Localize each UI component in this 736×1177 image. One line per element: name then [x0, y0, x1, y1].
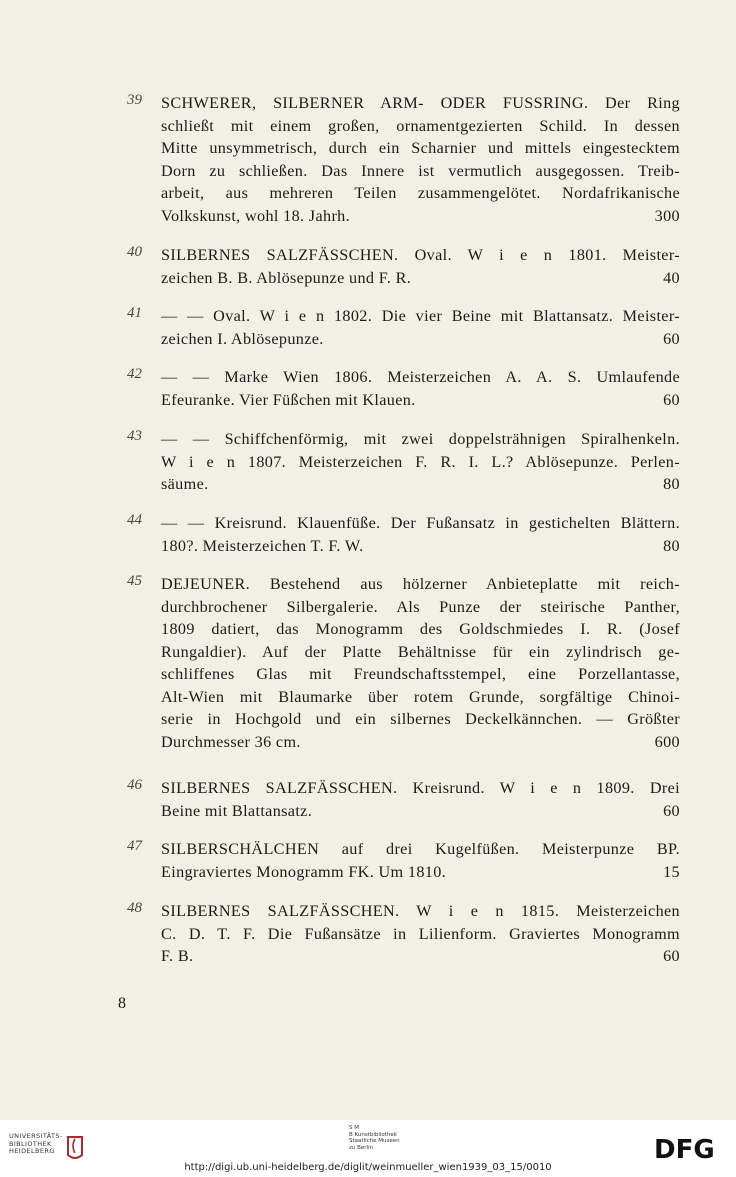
entry-text	[161, 777, 680, 822]
entry-number: 47	[127, 838, 142, 854]
entry-line-text: 1809 datiert, das Monogramm des Goldschmiedes I. R. (Josef	[161, 620, 680, 638]
entry-number: 39	[127, 92, 142, 108]
entry-line	[161, 945, 680, 968]
entry-text	[161, 573, 680, 753]
entry-line	[161, 182, 680, 205]
entry-price: 60	[663, 801, 680, 820]
entry-number: 43	[127, 428, 142, 444]
entry-line	[161, 305, 680, 328]
entry-line-text: serie in Hochgold und ein silbernes Deckelkännchen. — Größter	[161, 710, 680, 728]
entry-line-text: arbeit, aus mehreren Teilen zusammengelötet. Nordafrikanische	[161, 184, 680, 202]
entry-line-text: SILBERNES SALZFÄSSCHEN. W i e n 1815. Meisterzeichen	[161, 902, 680, 920]
page-number: 8	[118, 995, 126, 1012]
university-library-logo: UNIVERSITÄTS- BIBLIOTHEK HEIDELBERG	[9, 1132, 63, 1155]
entry-line	[161, 923, 680, 946]
entry-line	[161, 366, 680, 389]
entry-price: 60	[663, 329, 680, 348]
entry-line-text: Efeuranke. Vier Füßchen mit Klauen.	[161, 390, 416, 409]
entry-line	[161, 596, 680, 619]
smb-kunstbibliothek-logo: S M B Kunstbibliothek Staatliche Museen zu Berlin	[349, 1125, 400, 1151]
entry-line	[161, 618, 680, 641]
entry-text	[161, 428, 680, 496]
entry-line-text: SILBERSCHÄLCHEN auf drei Kugelfüßen. Meisterpunze BP.	[161, 840, 680, 858]
entry-line-text: Alt-Wien mit Blaumarke über rotem Grunde, sorgfältige Chinoi-	[161, 687, 680, 706]
entry-line	[161, 137, 680, 160]
dfg-logo	[654, 1134, 724, 1162]
entry-line-text: Volkskunst, wohl 18. Jahrh.	[161, 206, 351, 225]
entry-line-text: Mitte unsymmetrisch, durch ein Scharnier und mittels eingestecktem	[161, 139, 680, 157]
entry-line-text: W i e n 1807. Meisterzeichen F. R. I. L.? Ablösepunze. Perlen-	[161, 452, 680, 471]
entry-line	[161, 663, 680, 686]
entry-line	[161, 573, 680, 596]
entry-line-text: zeichen B. B. Ablösepunze und F. R.	[161, 268, 412, 287]
entry-line-text: Eingraviertes Monogramm FK. Um 1810.	[161, 862, 447, 881]
entry-line	[161, 777, 680, 800]
entry-line-text: zeichen I. Ablösepunze.	[161, 329, 324, 348]
library-crest-icon	[64, 1131, 86, 1161]
entry-line-text: — — Oval. W i e n 1802. Die vier Beine mit Blattansatz. Meister-	[161, 307, 680, 325]
entry-line-text: — — Kreisrund. Klauenfüße. Der Fußansatz in gestichelten Blättern.	[161, 514, 680, 532]
entry-price: 60	[663, 947, 680, 965]
entry-line-text: — — Schiffchenförmig, mit zwei doppelsträhnigen Spiralhenkeln.	[161, 430, 680, 448]
entry-text	[161, 512, 680, 557]
entry-line	[161, 686, 680, 709]
entry-price: 80	[663, 475, 680, 493]
entry-line-text: C. D. T. F. Die Fußansätze in Lilienform. Graviertes Monogramm	[161, 924, 680, 943]
entry-price: 60	[663, 390, 680, 409]
entry-line-text: F. B.	[161, 947, 194, 965]
entry-text	[161, 366, 680, 411]
entry-line	[161, 267, 680, 290]
entry-line	[161, 244, 680, 267]
entry-line	[161, 328, 680, 351]
entry-line-text: — — Marke Wien 1806. Meisterzeichen A. A. S. Umlaufende	[161, 368, 680, 386]
entry-number: 48	[127, 900, 142, 916]
entry-price: 80	[663, 536, 680, 555]
entry-price: 600	[654, 732, 680, 751]
entry-line	[161, 160, 680, 183]
entry-line-text: SCHWERER, SILBERNER ARM- ODER FUSSRING. Der Ring	[161, 94, 680, 112]
entry-number: 46	[127, 777, 142, 793]
entry-line	[161, 389, 680, 412]
entry-line-text: SILBERNES SALZFÄSSCHEN. Oval. W i e n 1801. Meister-	[161, 246, 680, 264]
entry-line-text: Dorn zu schließen. Das Innere ist vermutlich ausgegossen. Treib-	[161, 161, 680, 180]
entry-line-text: SILBERNES SALZFÄSSCHEN. Kreisrund. W i e n 1809. Drei	[161, 779, 680, 797]
entry-text	[161, 244, 680, 289]
entry-line-text: schliffenes Glas mit Freundschaftsstempel, eine Porzellantasse,	[161, 665, 680, 683]
entry-price: 40	[663, 268, 680, 287]
entry-line-text: 180?. Meisterzeichen T. F. W.	[161, 536, 364, 555]
entry-line-text: Beine mit Blattansatz.	[161, 801, 313, 820]
entry-text	[161, 838, 680, 883]
entry-number: 41	[127, 305, 142, 321]
entry-number: 40	[127, 244, 142, 260]
entry-line	[161, 641, 680, 664]
entry-line	[161, 535, 680, 558]
entry-line	[161, 451, 680, 474]
entry-line-text: DEJEUNER. Bestehend aus hölzerner Anbieteplatte mit reich-	[161, 575, 680, 593]
entry-line	[161, 512, 680, 535]
entry-text	[161, 92, 680, 227]
source-url-link[interactable]: http://digi.ub.uni-heidelberg.de/diglit/weinmueller_wien1939_03_15/0010	[184, 1162, 552, 1173]
entry-line-text: durchbrochener Silbergalerie. Als Punze der steirische Panther,	[161, 597, 680, 616]
entry-number: 45	[127, 573, 142, 589]
entry-line	[161, 92, 680, 115]
entry-text	[161, 305, 680, 350]
entry-line	[161, 861, 680, 884]
entry-text	[161, 900, 680, 968]
entry-price: 300	[654, 206, 680, 225]
entry-line	[161, 900, 680, 923]
entry-line-text: Durchmesser 36 cm.	[161, 732, 301, 751]
entry-number: 44	[127, 512, 142, 528]
entry-line	[161, 428, 680, 451]
entry-price: 15	[663, 862, 680, 881]
entry-line-text: säume.	[161, 475, 209, 493]
entry-number: 42	[127, 366, 142, 382]
entry-line	[161, 838, 680, 861]
entry-line	[161, 800, 680, 823]
entry-line	[161, 708, 680, 731]
entry-line-text: Rungaldier). Auf der Platte Behältnisse für ein zylindrisch ge-	[161, 642, 680, 661]
entry-line	[161, 115, 680, 138]
entry-line	[161, 731, 680, 754]
entry-line	[161, 205, 680, 228]
svg-text:DFG: DFG	[654, 1135, 715, 1162]
entry-line-text: schließt mit einem großen, ornamentgezierten Schild. In dessen	[161, 116, 680, 135]
entry-line	[161, 473, 680, 496]
